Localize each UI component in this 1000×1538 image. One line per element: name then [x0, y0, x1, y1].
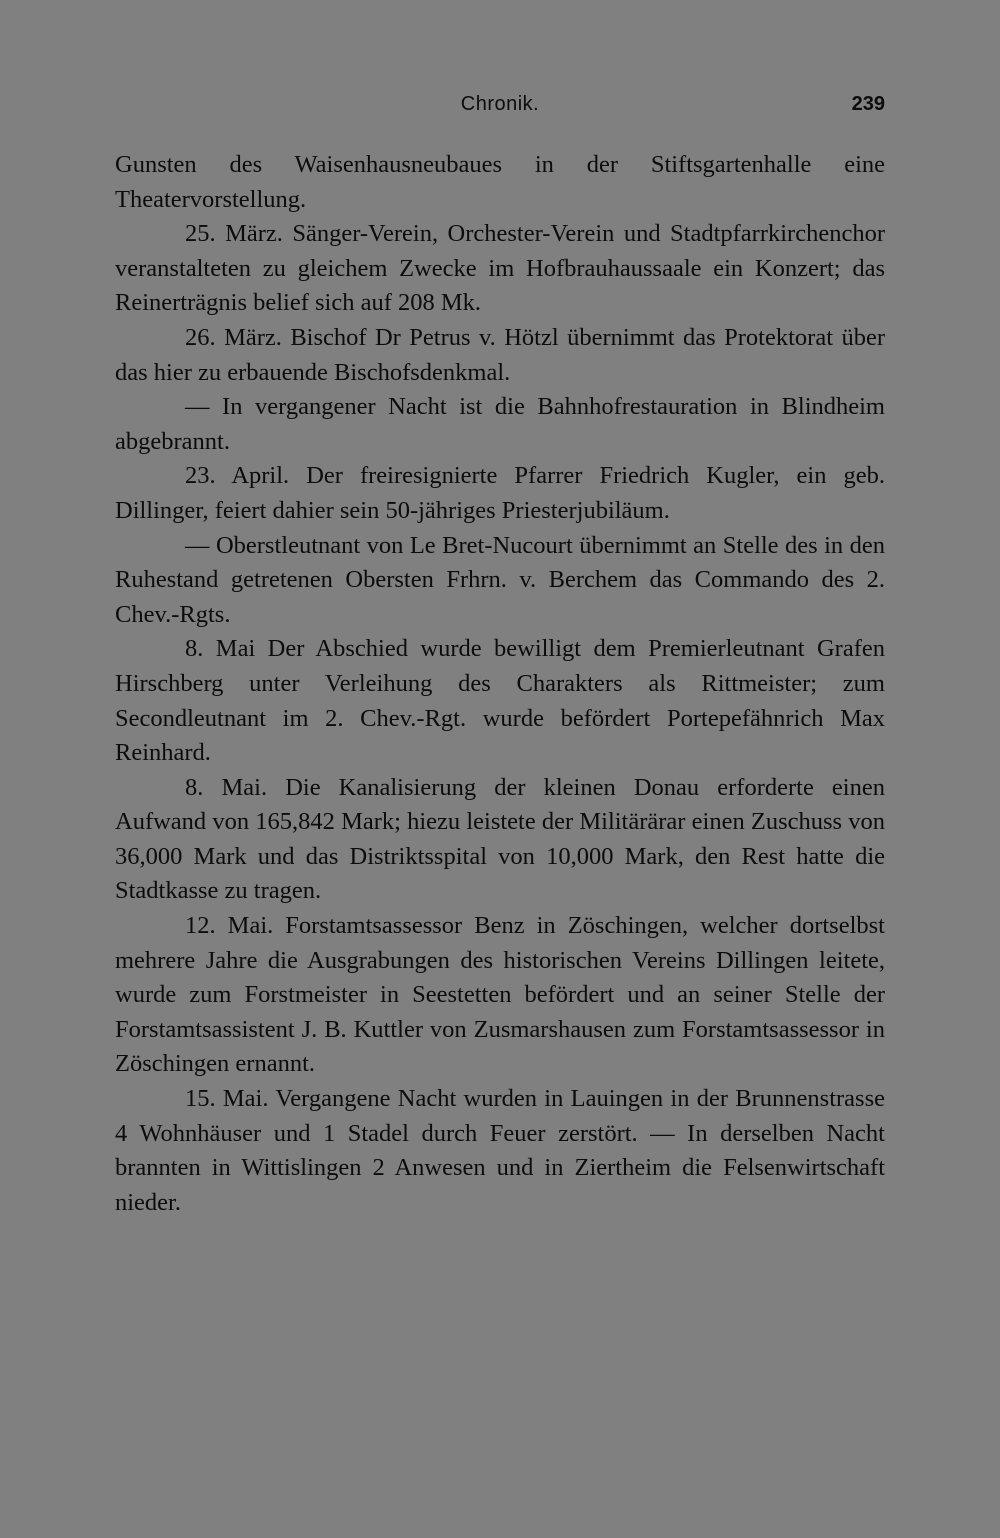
chronicle-entry: 8. Mai. Die Kanalisierung der kleinen Donau erforderte einen Aufwand von 165,842 Mark; hiezu leistete der Militärärar einen Zuschuss von 36,000 Mark und das Distriktsspital von 10,000 Mark, den Rest hatte die Stadtkasse zu tragen. — [115, 773, 885, 905]
chronicle-entry: Gunsten des Waisenhausneubaues in der Stiftsgartenhalle eine Theatervorstellung. — [115, 151, 885, 213]
chronicle-entry: — Oberstleutnant von Le Bret-Nucourt übernimmt an Stelle des in den Ruhestand getretenen Obersten Frhrn. v. Berchem das Commando des 2. Chev.-Rgts. — [115, 531, 885, 628]
chronicle-entry: 12. Mai. Forstamtsassessor Benz in Zöschingen, welcher dortselbst mehrere Jahre die Ausgrabungen des historischen Vereins Dillingen leitete, wurde zum Forstmeister in Seestetten befördert und an seiner Stelle der Forstamtsassistent J. B. Kuttler von Zusmarshausen zum Forstamtsassessor in Zöschingen ernannt. — [115, 912, 885, 1078]
page-number: 239 — [851, 93, 885, 115]
chronicle-entry: 25. März. Sänger-Verein, Orchester-Verein und Stadtpfarrkirchenchor veranstalteten zu gleichem Zwecke im Hofbrauhaussaale ein Konzert; das Reinerträgnis belief sich auf 208 Mk. — [115, 220, 885, 317]
page-header — [115, 93, 885, 123]
chronicle-entry: 23. April. Der freiresignierte Pfarrer Friedrich Kugler, ein geb. Dillinger, feiert dahier sein 50-jähriges Priesterjubiläum. — [115, 462, 885, 524]
chronicle-entry: 26. März. Bischof Dr Petrus v. Hötzl übernimmt das Protektorat über das hier zu erbauende Bischofsdenkmal. — [115, 323, 885, 386]
running-title: Chronik. — [460, 93, 540, 115]
chronicle-entry: 8. Mai Der Abschied wurde bewilligt dem Premierleutnant Grafen Hirschberg unter Verleihung des Charakters als Rittmeister; zum Secondleutnant im 2. Chev.-Rgt. wurde befördert Portepefähnrich Max Reinhard. — [115, 635, 885, 767]
chronicle-entry: 15. Mai. Vergangene Nacht wurden in Lauingen in der Brunnenstrasse 4 Wohnhäuser und 1 Stadel durch Feuer zerstört. — In derselben Nacht brannten in Wittislingen 2 Anwesen und in Ziertheim die Felsenwirtschaft nieder. — [115, 1085, 885, 1216]
chronicle-entry: — In vergangener Nacht ist die Bahnhofrestauration in Blindheim abgebrannt. — [115, 393, 885, 455]
chronicle-text — [115, 148, 885, 1220]
